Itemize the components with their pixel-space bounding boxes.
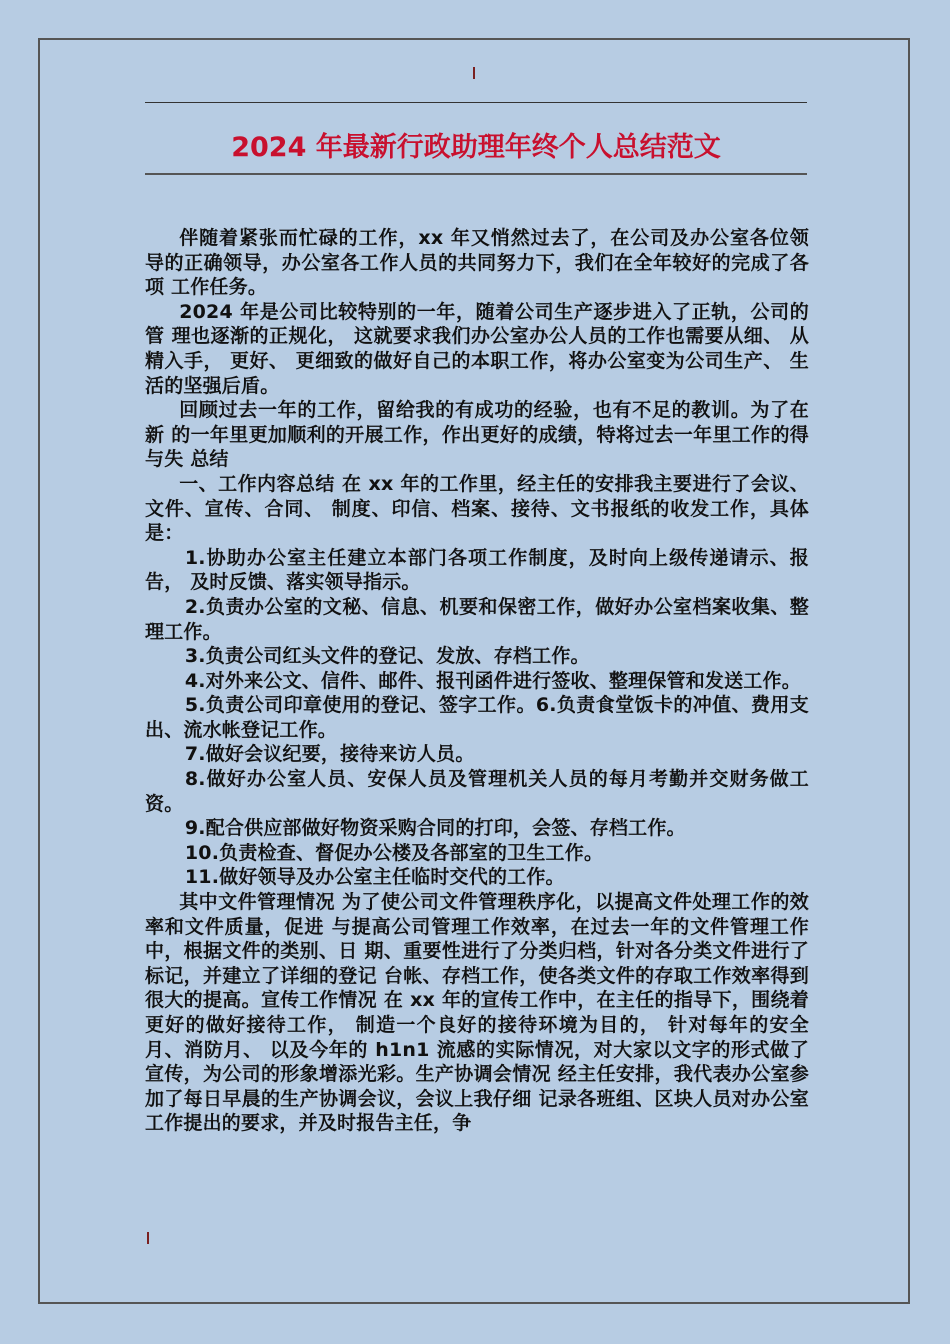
header-mark <box>473 67 475 79</box>
paragraph-review: 回顾过去一年的工作，留给我的有成功的经验，也有不足的教训。为了在新 的一年里更加顺利的开展工作，作出更好的成绩，特将过去一年里工作的得与失 总结 <box>145 399 809 471</box>
paragraph-intro: 伴随着紧张而忙碌的工作，xx 年又悄然过去了，在公司及办公室各位领 导的正确领导，办公室各工作人员的共同努力下，我们在全年较好的完成了各项 工作任务。 <box>145 227 809 299</box>
section-heading-work-summary: 一、工作内容总结 在 xx 年的工作里，经主任的安排我主要进行了会议、文件、宣传、合同、 制度、印信、档案、接待、文书报纸的收发工作，具体是： <box>145 472 809 545</box>
list-item-3: 3.负责公司红头文件的登记、发放、存档工作。 <box>184 645 590 668</box>
document-title: 2024 年最新行政助理年终个人总结范文 <box>231 132 721 163</box>
list-item-11: 11.做好领导及办公室主任临时交代的工作。 <box>184 866 565 889</box>
list-item-2: 2.负责办公室的文秘、信息、机要和保密工作，做好办公室档案收集、整 理工作。 <box>145 595 809 643</box>
list-item-4: 4.对外来公文、信件、邮件、报刊函件进行签收、整理保管和发送工作。 <box>184 669 801 692</box>
title-rule <box>145 173 807 175</box>
paragraph-details: 其中文件管理情况 为了使公司文件管理秩序化，以提高文件处理工作的效率和文件质量，促进 与提高公司管理工作效率，在过去一年的文件管理工作中，根据文件的类别、日 期、重要性进行了分类归档，针对各分类文件进行了标记，并建立了详细的登记 台帐、存档工作，使各类文件的存取工作效率得到很大的提高。宣传工作情况 在 xx 年的宣传工作中，在主任的指导下，围绕着更好的做好接待工作， 制造一个良好的接待环境为目的， 针对每年的安全月、消防月、 以及今年的 h1n1 流感的实际情况，对大家以文字的形式做了宣传，为公司的形象增添光彩。生产协调会情况 经主任安排，我代表办公室参加了每日早晨的生产协调会议，会议上我仔细 记录各班组、区块人员对办公室工作提出的要求，并及时报告主任，争 <box>145 891 809 1135</box>
list-item-9: 9.配合供应部做好物资采购合同的打印，会签、存档工作。 <box>184 817 686 840</box>
list-item-10: 10.负责检查、督促办公楼及各部室的卫生工作。 <box>184 841 604 864</box>
list-item-1: 1.协助办公室主任建立本部门各项工作制度，及时向上级传递请示、报告， 及时反馈、落实领导指示。 <box>145 546 809 594</box>
list-item-8: 8.做好办公室人员、安保人员及管理机关人员的每月考勤并交财务做工资。 <box>145 768 809 815</box>
header-rule <box>145 102 807 103</box>
document-body <box>145 226 809 1136</box>
list-item-7: 7.做好会议纪要，接待来访人员。 <box>184 743 475 766</box>
list-item-5-6: 5.负责公司印章使用的登记、签字工作。6.负责食堂饭卡的冲值、费用支出、流水帐登记工作。 <box>145 694 809 741</box>
footer-mark <box>147 1232 149 1244</box>
paragraph-2024: 2024 年是公司比较特别的一年，随着公司生产逐步进入了正轨，公司的管 理也逐渐的正规化， 这就要求我们办公室办公人员的工作也需要从细、 从精入手， 更好、 更细致的做好自己的本职工作，将办公室变为公司生产、 生活的坚强后盾。 <box>145 300 809 397</box>
